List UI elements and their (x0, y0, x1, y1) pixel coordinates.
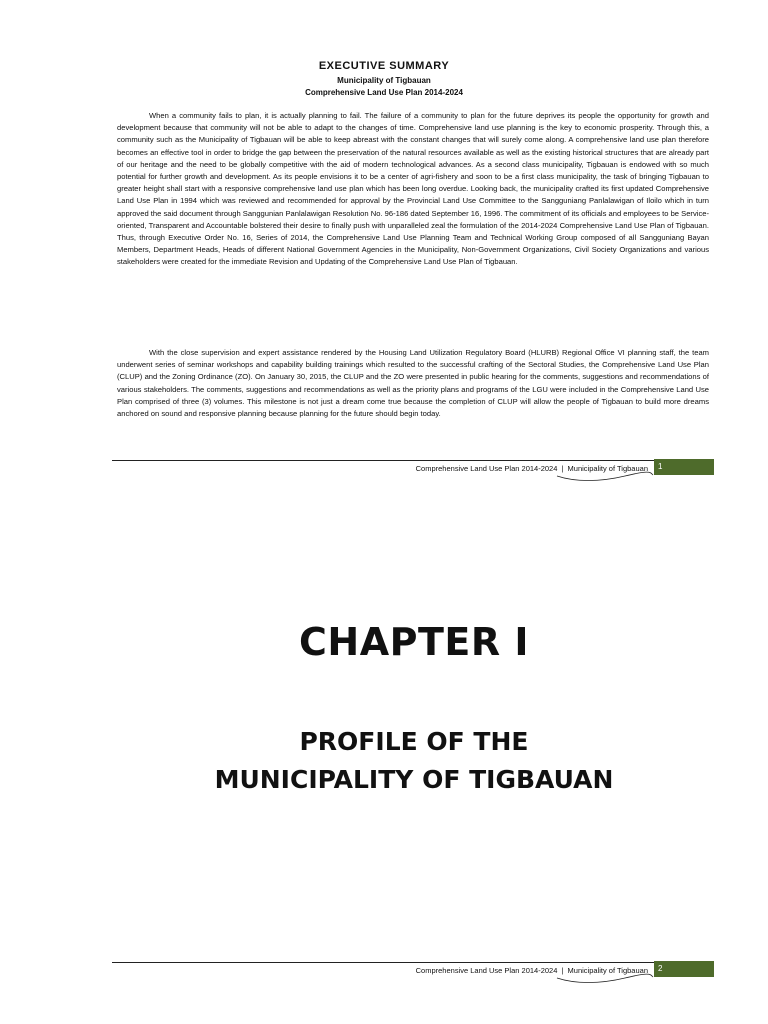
page-number-box (654, 459, 714, 475)
page-number: 2 (658, 964, 663, 973)
chapter-heading: CHAPTER I (299, 620, 529, 664)
footer-separator: | (561, 966, 564, 975)
summary-subtitle-plan: Comprehensive Land Use Plan 2014-2024 (305, 88, 463, 97)
summary-paragraph-1 (117, 110, 709, 269)
summary-title: EXECUTIVE SUMMARY (318, 60, 450, 72)
footer-municipality: Municipality of Tigbauan (567, 966, 648, 975)
chapter-title-line-1: PROFILE OF THE (299, 727, 529, 756)
handwritten-scribble-icon (555, 972, 655, 986)
executive-summary-page (0, 0, 768, 480)
footer-rule (112, 460, 654, 461)
summary-subtitle-municipality: Municipality of Tigbauan (337, 76, 431, 85)
handwritten-scribble-icon (555, 470, 655, 484)
page-number-box (654, 961, 714, 977)
footer-separator: | (561, 464, 564, 473)
footer-plan-title: Comprehensive Land Use Plan 2014-2024 (415, 966, 558, 975)
footer-municipality: Municipality of Tigbauan (567, 464, 648, 473)
footer-rule (112, 962, 654, 963)
paragraph-text: With the close supervision and expert assistance rendered by the Housing Land Utilization Regulatory Board (HLURB) Regional Office VI planning staff, the team underwent series of seminar workshops and capability building trainings which resulted to the successful crafting of the Sectoral Studies, the Comprehensive Land Use Plan (CLUP) and the Zoning Ordinance (ZO). On January 30, 2015, the CLUP and the ZO were presented in public hearing for the comments, suggestions and recommendations of various stakeholders. The comments, suggestions and recommendations as well as the priority plans and programs of the LGU were included in the Comprehensive Land Use Plan comprised of three (3) volumes. This milestone is not just a dream come true because the completion of CLUP will allow the people of Tigbauan to build more dreams anchored on sound and responsive planning because planning for the future should begin today. (117, 348, 709, 419)
chapter-title-line-2: MUNICIPALITY OF TIGBAUAN (214, 765, 614, 794)
summary-paragraph-2 (117, 347, 709, 420)
page-number: 1 (658, 462, 663, 471)
paragraph-text: When a community fails to plan, it is actually planning to fail. The failure of a community to plan for the future deprives its people the opportunity for growth and development because that community will not be able to adapt to the changes of time. Comprehensive land use planning is the key to economic prosperity. Through this, a community such as the Municipality of Tigbauan will be able to keep abreast with the constant changes that will surely come along. A comprehensive land use plan therefore becomes an effective tool in order to bridge the gap between the preservation of the natural resources available as well as the existing historical structures that are already part of our heritage and the need to be globally competitive with the aid of modern technological advances. As a second class municipality, Tigbauan is endowed with so much potential for further growth and development. As its people envisions it to be a center of agri-fishery and soon to be a first class municipality, the task of bringing Tigbauan to greater height shall start with a responsive comprehensive land use plan which has been long overdue. Looking back, the municipality crafted its first updated Comprehensive Land Use Plan in 1994 which was reviewed and recommended for approval by the Provincial Land Use Committee to the Sangguniang Panlalawigan of Iloilo which in turn approved the said document through Sanggunian Panlalawigan Resolution No. 96-186 dated September 16, 1996. The commitment of its officials and employees to be Service-oriented, Transparent and Accountable bolstered their desire to finally push with unparalleled zeal the formulation of the 2014-2024 Comprehensive Land Use Plan of Tigbauan. Thus, through Executive Order No. 16, Series of 2014, the Comprehensive Land Use Planning Team and Technical Working Group composed of all Sangguniang Bayan Members, Department Heads, Heads of different National Government Agencies in the Municipality, Non-Government Organizations, Civil Society Organizations and various stakeholders were created for the immediate Revision and Updating of the Comprehensive Land Use Plan of Tigbauan. (117, 111, 709, 267)
footer-plan-title: Comprehensive Land Use Plan 2014-2024 (415, 464, 558, 473)
